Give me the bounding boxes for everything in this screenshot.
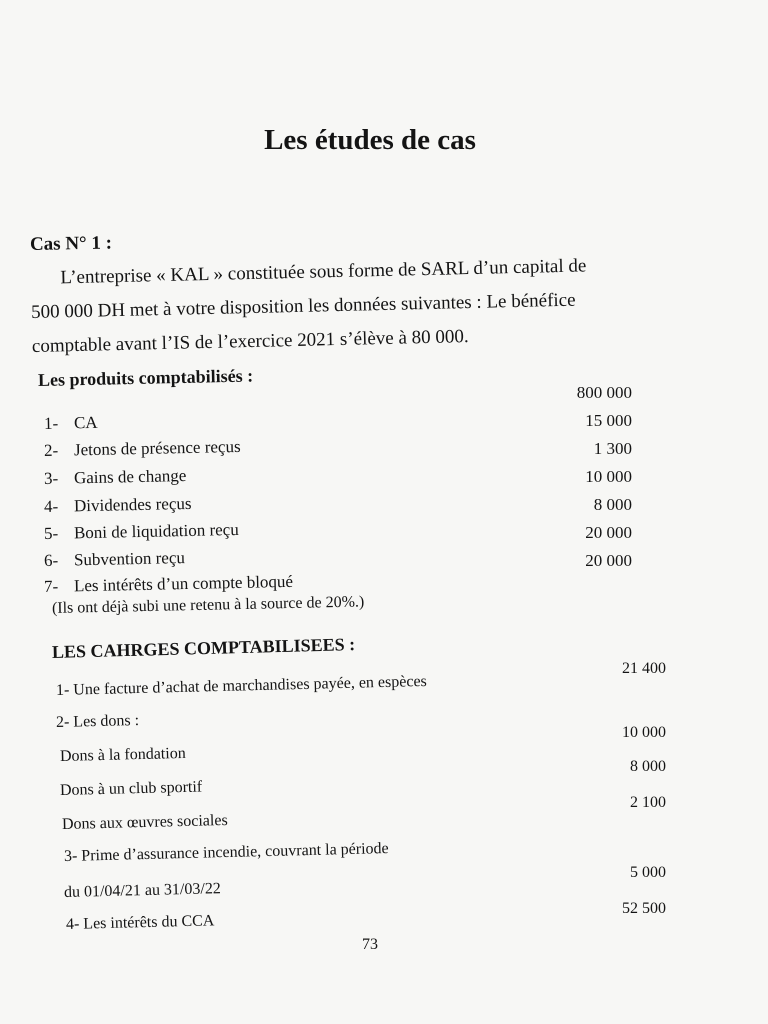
produits-heading: Les produits comptabilisés :: [37, 365, 254, 390]
item-number: 7-: [43, 576, 59, 596]
produit-item: [44, 548, 185, 571]
page-number: 73: [362, 936, 378, 953]
charge-item: 4- Les intérêts du CCA: [65, 912, 215, 933]
item-label: Boni de liquidation reçu: [73, 519, 239, 543]
charge-subitem: Dons à un club sportif: [59, 778, 203, 799]
intro-line: comptable avant l’IS de l’exercice 2021 s’élève à 80 000.: [31, 326, 469, 357]
produit-value: 1 300: [593, 439, 632, 458]
produit-value: 20 000: [585, 523, 632, 542]
charge-value: 52 500: [622, 900, 666, 917]
charges-heading: LES CAHRGES COMPTABILISEES :: [51, 634, 356, 662]
charge-value: 21 400: [622, 660, 666, 677]
produit-value: 10 000: [585, 467, 632, 486]
item-number: 2-: [43, 440, 59, 460]
produit-item: [44, 520, 239, 544]
case-heading: Cas N° 1 :: [29, 232, 113, 255]
item-label: Subvention reçu: [73, 548, 186, 570]
produit-item: [44, 494, 192, 517]
produit-item: [44, 413, 98, 434]
item-number: 4-: [43, 496, 59, 516]
charge-value: 2 100: [630, 794, 666, 811]
charge-item: 2- Les dons :: [55, 711, 140, 731]
item-label: Jetons de présence reçus: [73, 436, 241, 460]
case-intro: [30, 247, 702, 364]
charge-subitem: Dons à la fondation: [59, 744, 186, 765]
charge-item: 1- Une facture d’achat de marchandises payée, en espèces: [55, 672, 428, 699]
produit-value: 15 000: [585, 411, 632, 430]
item-number: 3-: [43, 468, 59, 488]
charge-item: 3- Prime d’assurance incendie, couvrant la période: [63, 840, 389, 865]
item-label: Dividendes reçus: [73, 493, 192, 516]
page-title: Les études de cas: [264, 124, 476, 156]
produit-item: [44, 572, 293, 597]
charge-subitem: Dons aux œuvres sociales: [61, 811, 228, 833]
item-number: 5-: [43, 523, 59, 543]
produit-item: [44, 437, 241, 461]
produit-value: 20 000: [585, 551, 632, 570]
produit-value: 800 000: [576, 383, 632, 402]
item-label: Gains de change: [73, 466, 187, 488]
item-label: Les intérêts d’un compte bloqué: [73, 571, 294, 596]
intro-line: L’entreprise « KAL » constituée sous forme de SARL d’un capital de: [60, 255, 587, 289]
item-label: CA: [73, 412, 98, 433]
charge-value: 5 000: [630, 864, 666, 881]
charge-value: 10 000: [622, 724, 666, 741]
produit-item: [44, 466, 187, 489]
item-number: 1-: [43, 413, 59, 433]
charge-value: 8 000: [630, 758, 666, 775]
retenue-note: (Ils ont déjà subi une retenu à la source de 20%.): [51, 593, 365, 617]
item-number: 6-: [43, 550, 59, 570]
charge-item-continuation: du 01/04/21 au 31/03/22: [63, 880, 222, 901]
produit-value: 8 000: [593, 495, 632, 514]
intro-line: 500 000 DH met à votre disposition les données suivantes : Le bénéfice: [30, 289, 576, 323]
